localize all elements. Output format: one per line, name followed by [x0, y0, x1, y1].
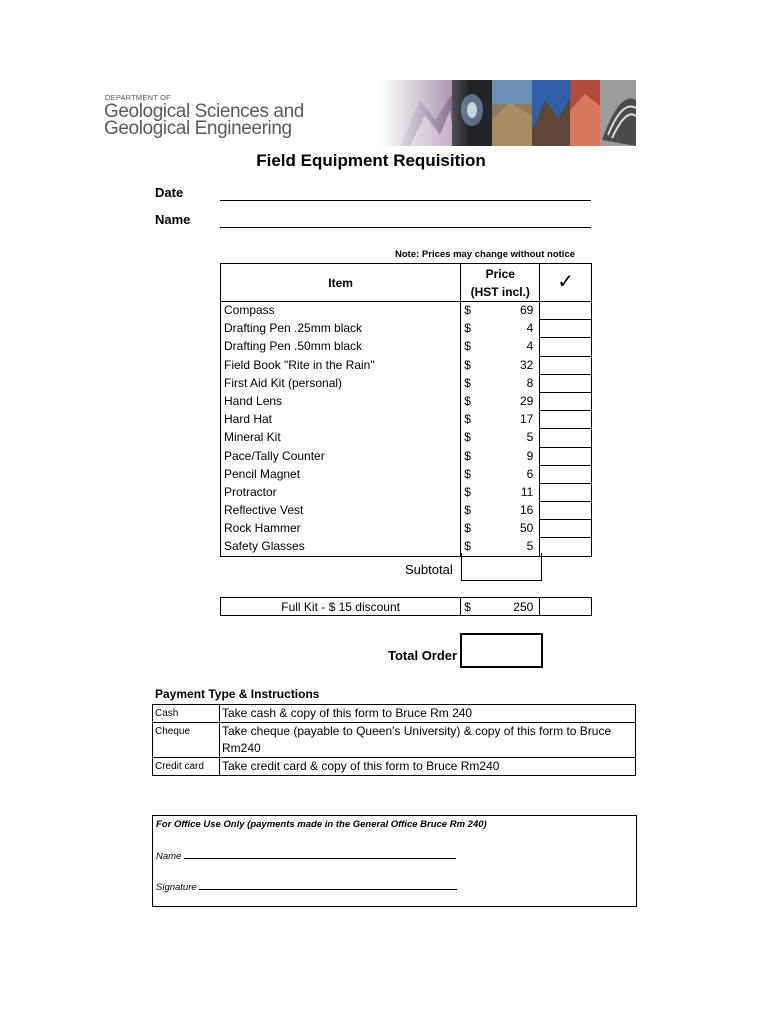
item-price: [461, 502, 540, 520]
checkmark-icon: ✓: [557, 270, 575, 293]
price-amount: 32: [519, 357, 534, 372]
price-amount: 69: [519, 303, 534, 318]
item-check-cell[interactable]: [540, 356, 592, 374]
item-column-header: Item: [221, 264, 461, 302]
currency-symbol: $: [464, 303, 471, 318]
date-label: Date: [155, 185, 184, 200]
table-row: [221, 374, 592, 392]
table-row: [221, 338, 592, 356]
table-row: [221, 483, 592, 501]
payment-instruction: Take cash & copy of this form to Bruce Rm 240: [220, 705, 636, 723]
item-check-cell[interactable]: [540, 483, 592, 501]
item-name: Safety Glasses: [221, 538, 461, 556]
item-name: Drafting Pen .50mm black: [221, 338, 461, 356]
full-kit-check-cell[interactable]: [540, 598, 592, 616]
item-price: [461, 302, 540, 320]
table-row: [221, 320, 592, 338]
office-use-box: [152, 815, 637, 907]
full-kit-row: [221, 598, 592, 616]
price-header-line-1: Price: [485, 266, 515, 281]
currency-symbol: $: [464, 521, 471, 536]
price-note: Note: Prices may change without notice: [395, 249, 576, 260]
item-price: [461, 320, 540, 338]
table-row: [221, 520, 592, 538]
page-title: Field Equipment Requisition: [256, 151, 486, 170]
payment-section-title: Payment Type & Instructions: [155, 687, 320, 701]
currency-symbol: $: [464, 466, 471, 481]
item-check-cell[interactable]: [540, 538, 592, 556]
item-check-cell[interactable]: [540, 411, 592, 429]
item-name: Mineral Kit: [221, 429, 461, 447]
item-name: Reflective Vest: [221, 502, 461, 520]
office-signature-label: Signature: [156, 882, 197, 893]
department-name-line-1: Geological Sciences and: [104, 101, 304, 122]
table-row: [221, 465, 592, 483]
header-photo-banner: [380, 80, 636, 146]
table-row: [221, 429, 592, 447]
price-amount: 8: [526, 375, 534, 390]
payment-instruction: Take credit card & copy of this form to Bruce Rm240: [220, 758, 636, 776]
item-check-cell[interactable]: [540, 447, 592, 465]
full-kit-price: [461, 598, 540, 616]
payment-type: Cheque: [153, 723, 220, 758]
currency-symbol: $: [464, 539, 471, 554]
item-price: [461, 483, 540, 501]
price-amount: 5: [526, 539, 534, 554]
currency-symbol: $: [464, 503, 471, 518]
item-check-cell[interactable]: [540, 338, 592, 356]
currency-symbol: $: [464, 357, 471, 372]
table-row: [221, 356, 592, 374]
item-price: [461, 429, 540, 447]
currency-symbol: $: [464, 412, 471, 427]
check-column-header: [540, 264, 592, 302]
department-name-line-2: Geological Engineering: [104, 118, 292, 139]
currency-symbol: $: [464, 321, 471, 336]
item-price: [461, 338, 540, 356]
name-field[interactable]: [220, 227, 591, 228]
table-row: [221, 302, 592, 320]
date-field[interactable]: [220, 200, 591, 201]
currency-symbol: $: [464, 448, 471, 463]
payment-type: Cash: [153, 705, 220, 723]
item-check-cell[interactable]: [540, 429, 592, 447]
item-price: [461, 392, 540, 410]
payment-table: [152, 704, 636, 776]
item-price: [461, 374, 540, 392]
item-name: Protractor: [221, 483, 461, 501]
item-name: First Aid Kit (personal): [221, 374, 461, 392]
office-signature-field[interactable]: [199, 880, 457, 890]
currency-symbol: $: [464, 394, 471, 409]
item-name: Drafting Pen .25mm black: [221, 320, 461, 338]
subtotal-field[interactable]: [461, 553, 542, 581]
item-check-cell[interactable]: [540, 374, 592, 392]
item-name: Compass: [221, 302, 461, 320]
price-amount: 16: [519, 503, 534, 518]
currency-symbol: $: [464, 484, 471, 499]
office-name-label: Name: [156, 851, 182, 862]
currency-symbol: $: [464, 430, 471, 445]
table-row: [221, 447, 592, 465]
office-signature-row: [156, 880, 457, 893]
currency-symbol: $: [464, 599, 471, 614]
total-order-label: Total Order: [388, 648, 458, 663]
price-amount: 11: [520, 484, 534, 499]
price-amount: 9: [526, 448, 534, 463]
item-name: Field Book "Rite in the Rain": [221, 356, 461, 374]
price-amount: 50: [519, 521, 534, 536]
item-name: Pace/Tally Counter: [221, 447, 461, 465]
total-order-field[interactable]: [460, 633, 543, 668]
item-check-cell[interactable]: [540, 465, 592, 483]
item-price: [461, 465, 540, 483]
price-amount: 250: [513, 599, 534, 614]
item-price: [461, 356, 540, 374]
payment-row: [153, 723, 636, 758]
item-price: [461, 411, 540, 429]
payment-row: [153, 705, 636, 723]
full-kit-label: Full Kit - $ 15 discount: [221, 598, 461, 616]
item-price: [461, 520, 540, 538]
item-name: Hand Lens: [221, 392, 461, 410]
item-check-cell[interactable]: [540, 520, 592, 538]
price-amount: 5: [526, 430, 534, 445]
price-amount: 6: [526, 466, 534, 481]
office-name-field[interactable]: [184, 849, 456, 859]
payment-type: Credit card: [153, 758, 220, 776]
item-check-cell[interactable]: [540, 502, 592, 520]
currency-symbol: $: [464, 339, 471, 354]
item-check-cell[interactable]: [540, 392, 592, 410]
department-label: DEPARTMENT OF: [105, 93, 171, 102]
table-row: [221, 502, 592, 520]
item-name: Rock Hammer: [221, 520, 461, 538]
table-row: [221, 392, 592, 410]
name-label: Name: [155, 212, 191, 227]
price-amount: 4: [526, 339, 534, 354]
payment-row: [153, 758, 636, 776]
equipment-table: [220, 263, 592, 557]
price-header-line-2: (HST incl.): [470, 284, 530, 299]
office-name-row: [156, 849, 456, 862]
price-amount: 4: [526, 321, 534, 336]
price-column-header: [461, 264, 540, 302]
price-amount: 29: [519, 394, 534, 409]
subtotal-label: Subtotal: [405, 562, 453, 577]
office-use-title: For Office Use Only (payments made in the General Office Bruce Rm 240): [156, 819, 487, 830]
table-row: [221, 411, 592, 429]
full-kit-table: [220, 597, 592, 616]
item-price: [461, 447, 540, 465]
item-check-cell[interactable]: [540, 302, 592, 320]
item-check-cell[interactable]: [540, 320, 592, 338]
item-name: Pencil Magnet: [221, 465, 461, 483]
currency-symbol: $: [464, 375, 471, 390]
item-name: Hard Hat: [221, 411, 461, 429]
payment-instruction: Take cheque (payable to Queen's University) & copy of this form to Bruce Rm240: [220, 723, 636, 758]
price-amount: 17: [519, 412, 534, 427]
